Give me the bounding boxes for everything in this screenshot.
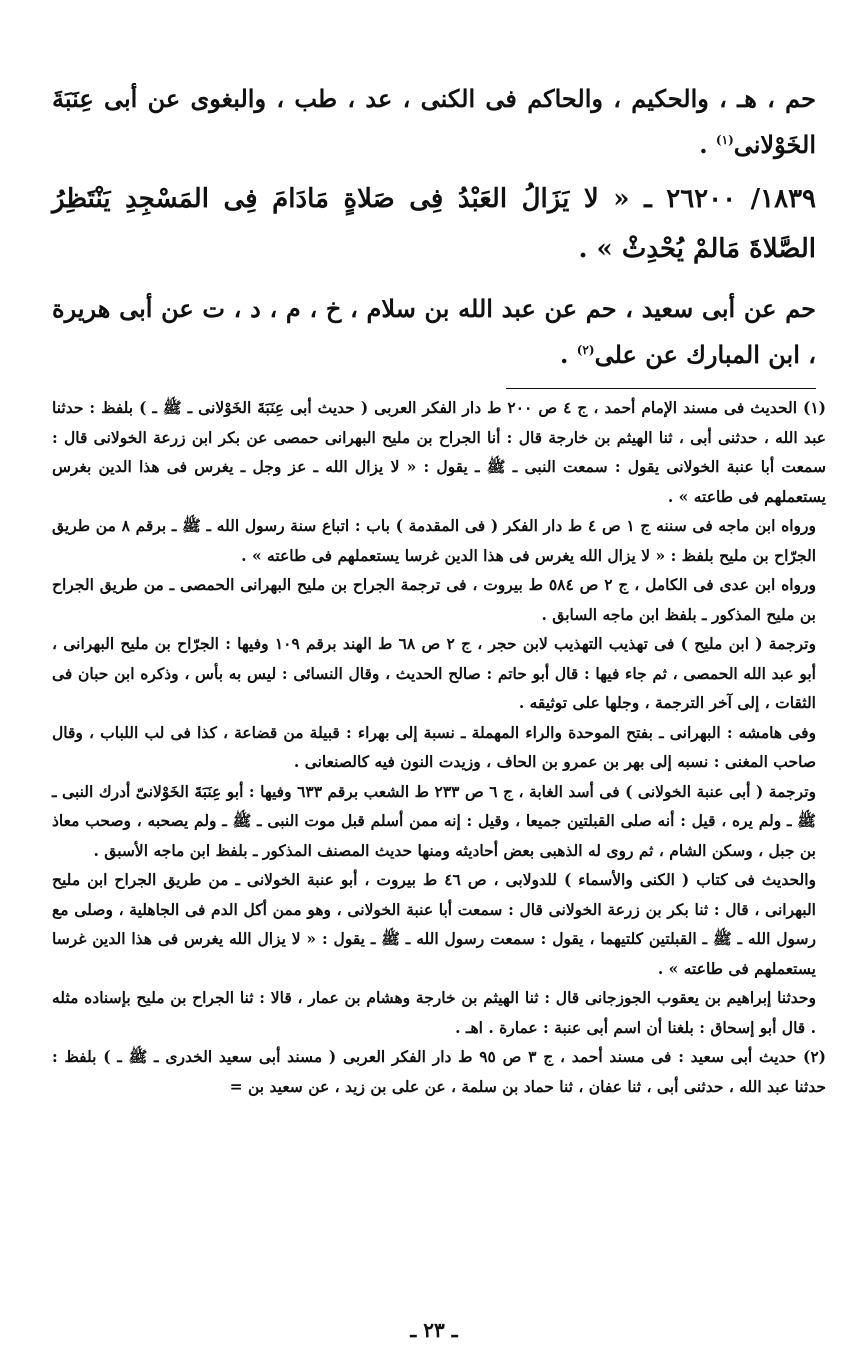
main-text xyxy=(52,76,816,378)
footnote-1-paragraph: ورواه ابن ماجه فى سننه ج ١ ص ٤ ط دار الفكر ( فى المقدمة ) باب : اتباع سنة رسول الله ـ ﷺ ـ برقم ٨ من طريق الجرّاح بن مليح بلفظ : « لا يزال الله يغرس فى هذا الدين غرسا يستعملهم فى طاعته » . xyxy=(52,516,816,565)
footnote-2-paragraph: (٢) حديث أبى سعيد : فى مسند أحمد ، ج ٣ ص ٩٥ ط دار الفكر العربى ( مسند أبى سعيد الخدرى ـ ﷺ ـ ) بلفظ : حدثنا عبد الله ، حدثنى أبى ، ثنا عفان ، ثنا حماد بن سلمة ، عن على بن زيد ، عن سعيد بن = xyxy=(52,1047,826,1096)
footnote-1-paragraph: والحديث فى كتاب ( الكنى والأسماء ) للدولابى ، ص ٤٦ ط بيروت ، أبو عنبة الخولانى ـ من طريق الجراح ابن مليح البهرانى ، قال : ثنا بكر بن زرعة الخولانى قال : سمعت أبا عنبة الخولانى ، وهو ممن أكل الدم فى الجاهلية ، وصلى مع رسول الله ـ ﷺ ـ القبلتين كلتيهما ، يقول : سمعت رسول الله ـ ﷺ ـ يقول : « لا يزال الله يغرس فى هذا الدين غرسا يستعملهم فى طاعته » . xyxy=(52,870,816,978)
footnote-ref-1: (١) xyxy=(715,133,734,147)
footnote-ref-2: (٢) xyxy=(576,343,595,357)
footnote-1-paragraph: وفى هامشه : البهرانى ـ بفتح الموحدة والراء المهملة ـ نسبة إلى بهراء : قبيلة من قضاعة ، كذا فى لب اللباب ، وقال صاحب المغنى : نسبه إلى بهر بن عمرو بن الحاف ، وزيدت النون فيه كالصنعانى . xyxy=(52,722,816,771)
hadith-sources: حم عن أبى سعيد ، حم عن عبد الله بن سلام ، خ ، م ، د ، ت عن أبى هريرة ، ابن المبارك عن على$^{(٢)}$ . xyxy=(52,294,817,369)
hadith-text: ١٨٣٩/ ٢٦٢٠٠ ـ « لا يَزَالُ العَبْدُ فِى صَلاةٍ مَادَامَ فِى المَسْجِدِ يَنْتَظِرُ الصَّلاةَ مَالمْ يُحْدِثْ » . xyxy=(52,184,816,264)
page-number: ـ ٢٣ ـ xyxy=(410,1318,458,1342)
footnote-1-paragraph: وحدثنا إبراهيم بن يعقوب الجوزجانى قال : ثنا الهيثم بن خارجة وهشام بن عمار ، قالا : ثنا الجراح بن مليح بإسناده مثله . قال أبو إسحاق : بلغنا أن اسم أبى عنبة : عمارة . اهـ . xyxy=(52,988,816,1037)
footnote-separator xyxy=(506,388,816,389)
footnotes xyxy=(52,393,826,1101)
footnote-1-paragraph: وترجمة ( أبى عنبة الخولانى ) فى أسد الغابة ، ج ٦ ص ٢٣٣ ط الشعب برقم ٦٣٣ وفيها : أبو عِنَبَةَ الخَوْلانىّ أدرك النبى ـ ﷺ ـ ولم يره ، قيل : أنه صلى القبلتين جميعا ، وقيل : إنه ممن أسلم قبل موت النبى ـ ﷺ ـ ولم يصحبه ، وصحب معاذ بن جبل ، وسكن الشام ، ثم روى له الذهبى بعض أحاديثه ومنها حديث المصنف المذكور ـ بلفظ ابن ماجه الأسبق . xyxy=(52,781,816,860)
footnote-1-paragraph: ورواه ابن عدى فى الكامل ، ج ٢ ص ٥٨٤ ط بيروت ، فى ترجمة الجراح بن مليح البهرانى الحمصى ـ من طريق الجراح بن مليح المذكور ـ بلفظ ابن ماجه السابق . xyxy=(52,575,816,624)
hadith-attribution-previous: حم ، هـ ، والحكيم ، والحاكم فى الكنى ، عد ، طب ، والبغوى عن أبى عِنَبَةَ الخَوْلانى$^{(١)}$ . xyxy=(52,84,816,159)
footnote-1-paragraph: (١) الحديث فى مسند الإمام أحمد ، ج ٤ ص ٢٠٠ ط دار الفكر العربى ( حديث أبى عِنَبَةَ الخَوْلانى ـ ﷺ ـ ) بلفظ : حدثنا عبد الله ، حدثنى أبى ، ثنا الهيثم بن خارجة قال : أنا الجراح بن مليح البهرانى حمصى عن بكر ابن زرعة الخولانى قال : سمعت أبا عنبة الخولانى يقول : سمعت النبى ـ ﷺ ـ يقول : « لا يزال الله ـ عز وجل ـ يغرس فى هذا الدين بغرس يستعملهم فى طاعته » . xyxy=(52,398,826,506)
footnote-1-paragraph: وترجمة ( ابن مليح ) فى تهذيب التهذيب لابن حجر ، ج ٢ ص ٦٨ ط الهند برقم ١٠٩ وفيها : الجرّاح بن مليح البهرانى ، أبو عبد الله الحمصى ، ثم جاء فيها : قال أبو حاتم : صالح الحديث ، وقال النسائى : ليس به بأس ، وذكره ابن حبان فى الثقات ، إلى آخر الترجمة ، وجلها على توثيقه . xyxy=(52,634,816,712)
